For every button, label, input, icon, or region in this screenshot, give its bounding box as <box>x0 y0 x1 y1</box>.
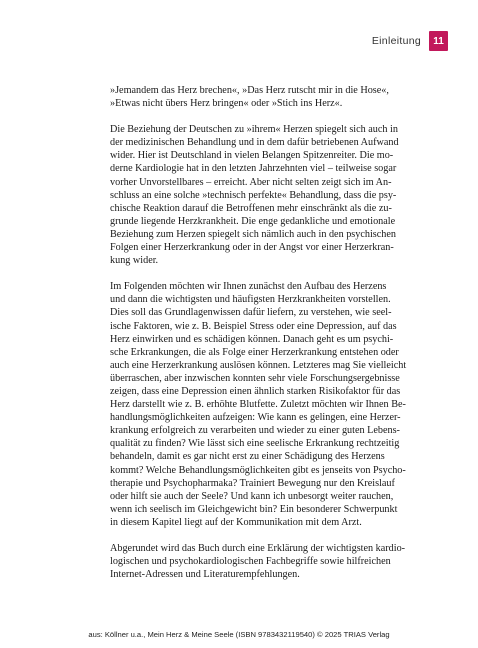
text-line: Abgerundet wird das Buch durch eine Erklärung der wichtigsten kardio- <box>110 543 406 554</box>
text-line: grunde liegende Herzkrankheit. Die enge gedankliche und emotionale <box>110 215 396 227</box>
text-line: Dies soll das Grundlagenwissen dafür liefern, zu verstehen, wie seel- <box>110 307 392 319</box>
text-line: in diesem Kapitel liegt auf der Kommunikation mit dem Arzt. <box>110 516 362 528</box>
text-line: und dann die wichtigsten und häufigsten Herzkrankheiten vorstellen. <box>110 294 391 306</box>
paragraph <box>110 123 430 267</box>
text-line: der medizinischen Behandlung und in dem dafür betriebenen Aufwand <box>110 137 399 149</box>
section-title: Einleitung <box>371 35 421 47</box>
body-text <box>110 84 430 594</box>
text-line: handlungsmöglichkeiten aufzeigen: Wie kann es gelingen, eine Herzer- <box>110 412 401 424</box>
text-line: wenn ich seelisch im Gleichgewicht bin? Ein besonderer Schwerpunkt <box>110 503 398 515</box>
text-line: kommt? Welche Behandlungsmöglichkeiten gibt es jenseits von Psycho- <box>110 464 406 476</box>
text-line: überraschen, aber inzwischen konnten sehr viele Forschungsergebnisse <box>110 372 400 384</box>
text-line: kung wider. <box>110 255 159 267</box>
footer-credit: aus: Köllner u.a., Mein Herz & Meine Seele (ISBN 9783432119540) © 2025 TRIAS Verlag <box>88 630 390 639</box>
text-line: krankung erfolgreich zu verarbeiten und wieder zu einer guten Lebens- <box>110 425 400 437</box>
text-line: qualität zu finden? Wie lässt sich eine seelische Erkrankung rechtzeitig <box>110 438 400 450</box>
text-line: chische Reaktion darauf die Betroffenen mehr einschränkt als die zu- <box>110 202 392 214</box>
text-line: Herz einwirken und es schädigen können. Danach geht es um psychi- <box>110 333 394 345</box>
text-line: Die Beziehung der Deutschen zu »ihrem« Herzen spiegelt sich auch in <box>110 124 398 136</box>
text-line: sche Erkrankungen, die als Folge einer Herzerkrankung entstehen oder <box>110 346 399 358</box>
page-number-badge: 11 <box>429 31 448 51</box>
text-line: Folgen einer Herzerkrankung oder in der Angst vor einer Herzerkran- <box>110 242 394 254</box>
text-line: »Jemandem das Herz brechen«, »Das Herz rutscht mir in die Hose«, <box>110 85 389 96</box>
text-line: schluss an eine solche »technisch perfekte« Behandlung, dass die psy- <box>110 189 397 201</box>
text-line: wider. Hier ist Deutschland in vielen Belangen Spitzenreiter. Die mo- <box>110 150 394 162</box>
text-line: »Etwas nicht übers Herz bringen« oder »Stich ins Herz«. <box>110 98 343 110</box>
text-line: derne Kardiologie hat in den letzten Jahrzehnten viel – teilweise sogar <box>110 163 397 175</box>
paragraph <box>110 84 430 110</box>
text-line: logischen und psychokardiologischen Fachbegriffe sowie hilfreichen <box>110 556 391 568</box>
text-line: vorher Unvorstellbares – erreicht. Aber nicht selten zeigt sich im An- <box>110 176 392 188</box>
text-line: auch eine Herzerkrankung auslösen können. Letzteres mag Sie vielleicht <box>110 359 407 371</box>
paragraph <box>110 280 430 529</box>
text-line: Beziehung zum Herzen spiegelt sich nämlich auch in den psychischen <box>110 228 397 240</box>
text-line: oder hilft sie auch der Seele? Und kann ich unbesorgt weiter rauchen, <box>110 490 394 502</box>
paragraph <box>110 542 430 581</box>
text-line: therapie und Psychopharmaka? Trainiert Bewegung nur den Kreislauf <box>110 477 395 489</box>
text-line: Im Folgenden möchten wir Ihnen zunächst den Aufbau des Herzens <box>110 281 387 293</box>
text-line: behandeln, damit es gar nicht erst zu einer Schädigung des Herzens <box>110 451 385 463</box>
text-line: zeigen, dass eine Depression einen ähnlich starken Risikofaktor für das <box>110 385 401 397</box>
text-line: ische Faktoren, wie z. B. Beispiel Stress oder eine Depression, auf das <box>110 320 397 332</box>
text-line: Internet-Adressen und Literaturempfehlungen. <box>110 569 300 581</box>
page-header <box>372 31 448 51</box>
text-line: Herz darstellt wie z. B. erhöhte Blutfette. Zuletzt möchten wir Ihnen Be- <box>110 399 406 411</box>
